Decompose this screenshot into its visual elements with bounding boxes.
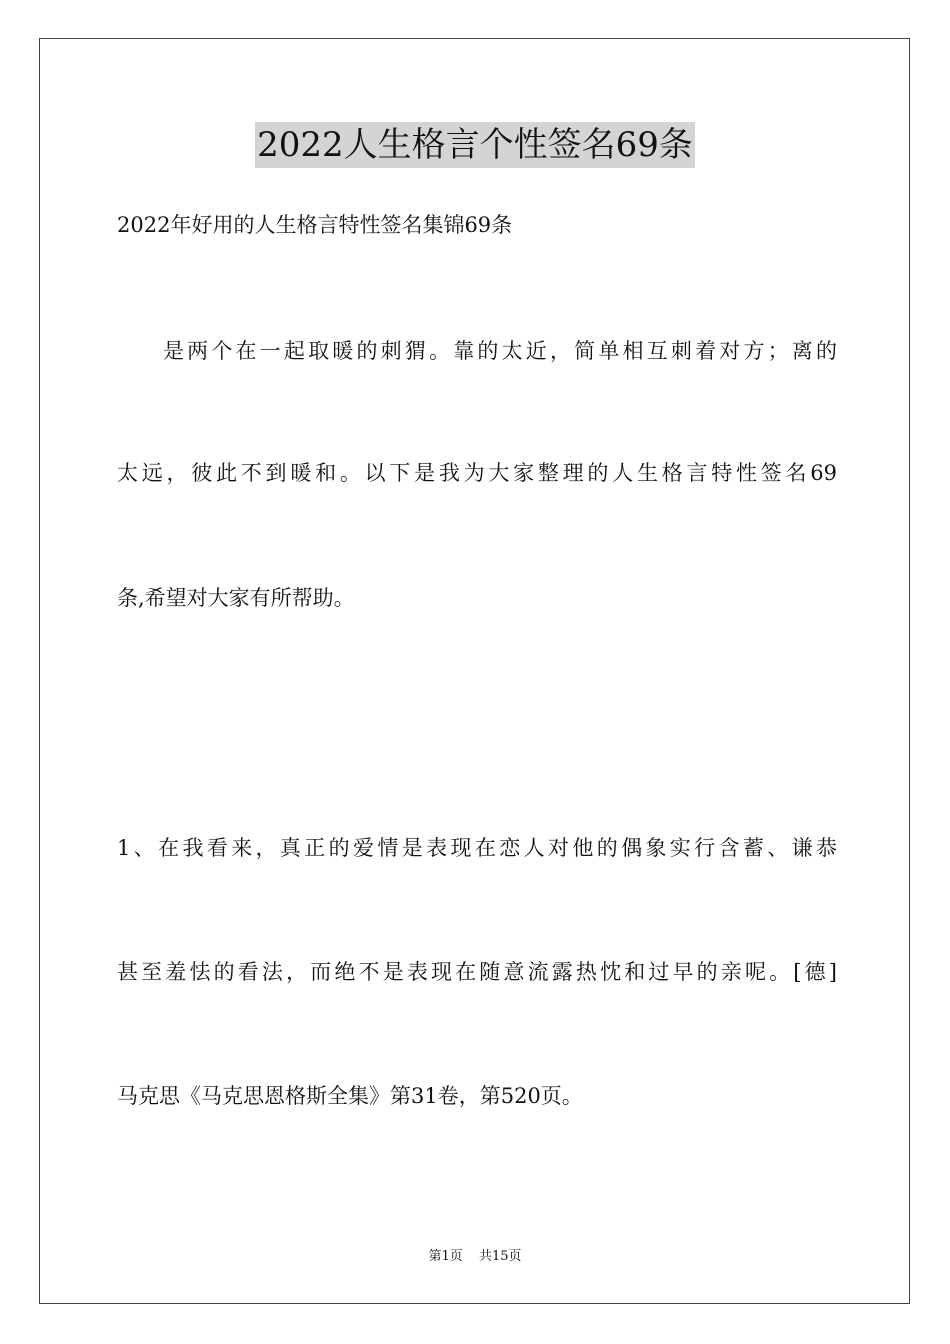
page-footer [0,1248,950,1266]
title-container [0,122,950,168]
item1-line-3: 马克思《马克思恩格斯全集》第31卷，第520页。 [117,1084,583,1108]
item1-line-1: 1、在我看来，真正的爱情是表现在恋人对他的偶象实行含蓄、谦恭 [117,836,837,860]
document-title: 2022人生格言个性签名69条 [255,122,695,168]
document-subtitle: 2022年好用的人生格言特性签名集锦69条 [117,213,513,237]
page-number-current: 第1页 [428,1249,463,1264]
page-number-total: 共15页 [478,1249,522,1264]
intro-line-1: 是两个在一起取暖的刺猬。靠的太近，简单相互刺着对方；离的 [163,339,837,363]
intro-line-3: 条,希望对大家有所帮助。 [117,586,355,610]
intro-line-2: 太远，彼此不到暖和。以下是我为大家整理的人生格言特性签名69 [117,461,837,485]
item1-line-2: 甚至羞怯的看法，而绝不是表现在随意流露热忱和过早的亲呢。[德] [117,960,837,984]
